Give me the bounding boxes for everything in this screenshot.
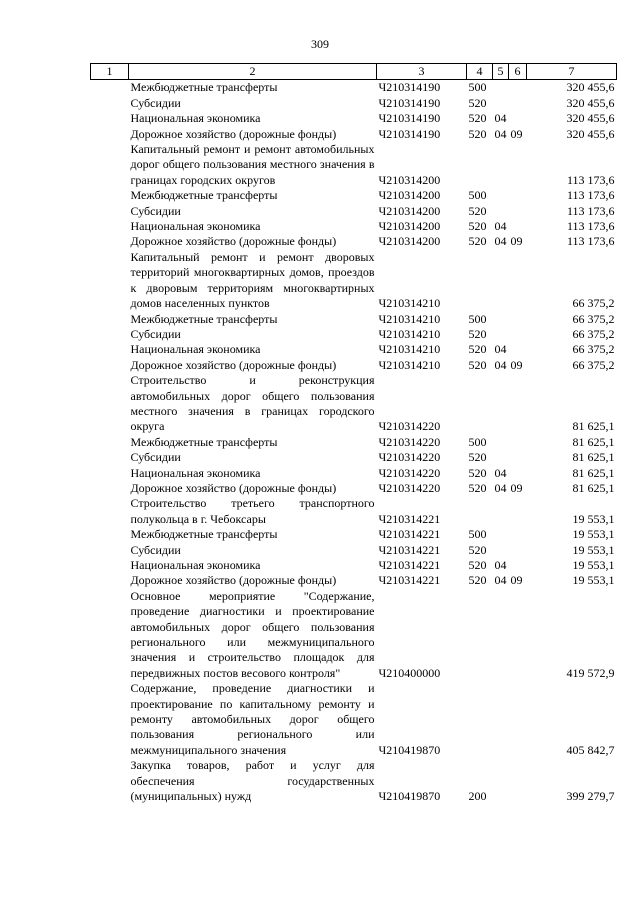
header-col-3: 3 (377, 64, 467, 80)
section (493, 496, 509, 527)
expense-type: 500 (468, 188, 487, 203)
item-name: Межбюджетные трансферты (130, 80, 278, 95)
table-row (91, 234, 617, 249)
item-name: Дорожное хозяйство (дорожные фонды) (130, 480, 337, 495)
table-row (91, 681, 617, 758)
table-row (91, 111, 617, 126)
section (493, 758, 509, 804)
target-code: Ч210314190 (378, 80, 441, 95)
section (493, 188, 509, 203)
table-row (91, 219, 617, 234)
empty-cell (91, 204, 129, 219)
item-name: Капитальный ремонт и ремонт автомобильных дорог общего пользования местного значения в границах городских округов (130, 142, 375, 187)
budget-table (90, 63, 617, 805)
empty-cell (91, 342, 129, 357)
table-row (91, 496, 617, 527)
amount: 113 173,6 (566, 219, 615, 234)
target-code: Ч210314190 (378, 111, 441, 126)
expense-type: 520 (468, 465, 487, 480)
empty-cell (91, 312, 129, 327)
amount: 113 173,6 (566, 188, 615, 203)
expense-type: 520 (468, 558, 487, 572)
section (493, 681, 509, 758)
table-row (91, 204, 617, 219)
empty-cell (91, 543, 129, 558)
section (493, 250, 509, 312)
section (493, 327, 509, 342)
item-name: Субсидии (130, 542, 181, 557)
section: 04 (494, 126, 507, 141)
table-row (91, 543, 617, 558)
target-code: Ч210314200 (378, 188, 441, 203)
section: 04 (494, 219, 507, 234)
subsection (509, 558, 527, 573)
subsection (509, 204, 527, 219)
subsection: 09 (510, 126, 523, 141)
expense-type: 200 (468, 789, 487, 804)
section: 04 (494, 558, 507, 572)
expense-type (467, 589, 493, 681)
empty-cell (91, 188, 129, 203)
item-name: Дорожное хозяйство (дорожные фонды) (130, 357, 337, 372)
subsection (509, 435, 527, 450)
empty-cell (91, 250, 129, 312)
target-code: Ч210314210 (378, 296, 441, 311)
header-col-1: 1 (91, 64, 129, 80)
expense-type: 520 (468, 342, 487, 357)
section: 04 (494, 480, 507, 495)
item-name: Субсидии (130, 203, 181, 218)
amount: 113 173,6 (566, 203, 615, 218)
subsection (509, 111, 527, 126)
table-row (91, 342, 617, 357)
target-code: Ч210314210 (378, 342, 441, 357)
subsection (509, 342, 527, 357)
item-name: Субсидии (130, 326, 181, 341)
target-code: Ч210314221 (378, 558, 441, 572)
expense-type: 520 (468, 126, 487, 141)
item-name: Капитальный ремонт и ремонт дворовых территорий многоквартирных домов, проездов к дворовым территориям многоквартирных домов населенных пунктов (130, 249, 375, 311)
target-code: Ч210400000 (378, 665, 441, 680)
empty-cell (91, 435, 129, 450)
section: 04 (494, 573, 507, 588)
item-name: Национальная экономика (130, 342, 261, 357)
amount: 19 553,1 (572, 542, 615, 557)
empty-cell (91, 127, 129, 142)
expense-type (467, 373, 493, 435)
expense-type (467, 496, 493, 527)
section (493, 142, 509, 188)
expense-type: 520 (468, 480, 487, 495)
header-col-2: 2 (129, 64, 377, 80)
item-name: Основное мероприятие "Содержание, проведение диагностики и проектирование автомобильных дорог общего пользования регионального или межмуниципального значения и строительство площадок для передвижных постов весового контроля" (130, 588, 375, 680)
amount: 81 625,1 (572, 480, 615, 495)
section (493, 435, 509, 450)
subsection (509, 758, 527, 804)
amount: 19 553,1 (572, 511, 615, 526)
section (493, 96, 509, 111)
target-code: Ч210314210 (378, 326, 441, 341)
target-code: Ч210314221 (378, 573, 441, 588)
expense-type: 520 (468, 326, 487, 341)
empty-cell (91, 111, 129, 126)
section: 04 (494, 234, 507, 249)
item-name: Национальная экономика (130, 111, 261, 126)
table-row (91, 558, 617, 573)
subsection: 09 (510, 357, 523, 372)
amount: 320 455,6 (566, 95, 615, 110)
expense-type: 500 (468, 527, 487, 542)
target-code: Ч210314221 (378, 542, 441, 557)
item-name: Дорожное хозяйство (дорожные фонды) (130, 234, 337, 249)
empty-cell (91, 573, 129, 588)
amount: 81 625,1 (572, 450, 615, 465)
empty-cell (91, 358, 129, 373)
section (493, 312, 509, 327)
subsection (509, 250, 527, 312)
empty-cell (91, 558, 129, 573)
table-row (91, 358, 617, 373)
table-row (91, 312, 617, 327)
item-name: Национальная экономика (130, 465, 261, 480)
item-name: Строительство третьего транспортного полукольца в г. Чебоксары (130, 496, 375, 526)
section (493, 80, 509, 96)
target-code: Ч210314221 (378, 511, 441, 526)
subsection (509, 543, 527, 558)
subsection (509, 96, 527, 111)
table-row (91, 758, 617, 804)
item-name: Межбюджетные трансферты (130, 311, 278, 326)
item-name: Межбюджетные трансферты (130, 188, 278, 203)
table-row (91, 589, 617, 681)
expense-type (467, 142, 493, 188)
table-row (91, 435, 617, 450)
table-row (91, 127, 617, 142)
empty-cell (91, 758, 129, 804)
target-code: Ч210314221 (378, 527, 441, 542)
subsection (509, 80, 527, 96)
expense-type (467, 681, 493, 758)
section: 04 (494, 342, 507, 357)
empty-cell (91, 450, 129, 465)
amount: 66 375,2 (572, 342, 615, 357)
section: 04 (494, 465, 507, 480)
target-code: Ч210314220 (378, 419, 441, 434)
table-row (91, 96, 617, 111)
table-row (91, 373, 617, 435)
amount: 320 455,6 (566, 111, 615, 126)
target-code: Ч210314200 (378, 203, 441, 218)
subsection (509, 466, 527, 481)
subsection (509, 681, 527, 758)
subsection (509, 450, 527, 465)
item-name: Национальная экономика (130, 219, 261, 234)
expense-type: 520 (468, 111, 487, 126)
amount: 81 625,1 (572, 419, 615, 434)
expense-type: 500 (468, 434, 487, 449)
target-code: Ч210314220 (378, 480, 441, 495)
target-code: Ч210314210 (378, 311, 441, 326)
amount: 66 375,2 (572, 326, 615, 341)
section (493, 543, 509, 558)
amount: 320 455,6 (566, 80, 615, 95)
empty-cell (91, 96, 129, 111)
section (493, 450, 509, 465)
expense-type: 520 (468, 450, 487, 465)
subsection (509, 188, 527, 203)
target-code: Ч210314190 (378, 95, 441, 110)
expense-type (467, 250, 493, 312)
target-code: Ч210314200 (378, 234, 441, 249)
section (493, 589, 509, 681)
item-name: Строительство и реконструкция автомобильных дорог общего пользования местного значения в границах городского округа (130, 373, 375, 434)
amount: 81 625,1 (572, 434, 615, 449)
amount: 19 553,1 (572, 573, 615, 588)
item-name: Дорожное хозяйство (дорожные фонды) (130, 126, 337, 141)
expense-type: 520 (468, 234, 487, 249)
section (493, 204, 509, 219)
item-name: Межбюджетные трансферты (130, 527, 278, 542)
section: 04 (494, 111, 507, 126)
subsection (509, 327, 527, 342)
subsection (509, 142, 527, 188)
item-name: Дорожное хозяйство (дорожные фонды) (130, 573, 337, 588)
target-code: Ч210314210 (378, 357, 441, 372)
table-row (91, 573, 617, 588)
empty-cell (91, 496, 129, 527)
table-body (91, 80, 617, 805)
item-name: Субсидии (130, 95, 181, 110)
subsection (509, 219, 527, 234)
table-header (91, 64, 617, 80)
amount: 419 572,9 (566, 665, 615, 680)
item-name: Национальная экономика (130, 558, 261, 572)
subsection: 09 (510, 234, 523, 249)
section (493, 373, 509, 435)
subsection: 09 (510, 573, 523, 588)
empty-cell (91, 219, 129, 234)
empty-cell (91, 373, 129, 435)
amount: 66 375,2 (572, 311, 615, 326)
table-row (91, 142, 617, 188)
amount: 113 173,6 (566, 234, 615, 249)
item-name: Закупка товаров, работ и услуг для обеспечения государственных (муниципальных) нужд (130, 758, 375, 804)
amount: 113 173,6 (566, 172, 615, 187)
empty-cell (91, 234, 129, 249)
amount: 19 553,1 (572, 558, 615, 572)
section (493, 527, 509, 542)
table-row (91, 80, 617, 96)
item-name: Субсидии (130, 450, 181, 465)
empty-cell (91, 481, 129, 496)
target-code: Ч210314200 (378, 219, 441, 234)
empty-cell (91, 527, 129, 542)
amount: 66 375,2 (572, 357, 615, 372)
header-col-5: 5 (493, 64, 509, 80)
empty-cell (91, 80, 129, 96)
expense-type: 520 (468, 357, 487, 372)
amount: 19 553,1 (572, 527, 615, 542)
table-row (91, 250, 617, 312)
expense-type: 520 (468, 95, 487, 110)
amount: 405 842,7 (566, 742, 615, 757)
header-col-6: 6 (509, 64, 527, 80)
amount: 320 455,6 (566, 126, 615, 141)
empty-cell (91, 142, 129, 188)
table-row (91, 450, 617, 465)
header-col-7: 7 (527, 64, 617, 80)
expense-type: 500 (468, 311, 487, 326)
target-code: Ч210419870 (378, 742, 441, 757)
amount: 66 375,2 (572, 296, 615, 311)
subsection (509, 373, 527, 435)
amount: 81 625,1 (572, 465, 615, 480)
expense-type: 500 (468, 80, 487, 95)
table-row (91, 188, 617, 203)
subsection (509, 312, 527, 327)
amount: 399 279,7 (566, 789, 615, 804)
subsection (509, 496, 527, 527)
empty-cell (91, 327, 129, 342)
target-code: Ч210314220 (378, 465, 441, 480)
table-row (91, 466, 617, 481)
item-name: Содержание, проведение диагностики и проектирование по капитальному ремонту и ремонту автомобильных дорог общего пользования регионального или межмуниципального значения (130, 681, 375, 757)
target-code: Ч210314220 (378, 434, 441, 449)
table-row (91, 527, 617, 542)
subsection (509, 527, 527, 542)
empty-cell (91, 681, 129, 758)
expense-type: 520 (468, 542, 487, 557)
target-code: Ч210314190 (378, 126, 441, 141)
empty-cell (91, 466, 129, 481)
expense-type: 520 (468, 573, 487, 588)
target-code: Ч210419870 (378, 789, 441, 804)
subsection (509, 589, 527, 681)
table-row (91, 481, 617, 496)
section: 04 (494, 357, 507, 372)
empty-cell (91, 589, 129, 681)
expense-type: 520 (468, 219, 487, 234)
page-number: 309 (311, 37, 329, 51)
header-col-4: 4 (467, 64, 493, 80)
target-code: Ч210314220 (378, 450, 441, 465)
subsection: 09 (510, 480, 523, 495)
table-row (91, 327, 617, 342)
item-name: Межбюджетные трансферты (130, 434, 278, 449)
expense-type: 520 (468, 203, 487, 218)
target-code: Ч210314200 (378, 172, 441, 187)
